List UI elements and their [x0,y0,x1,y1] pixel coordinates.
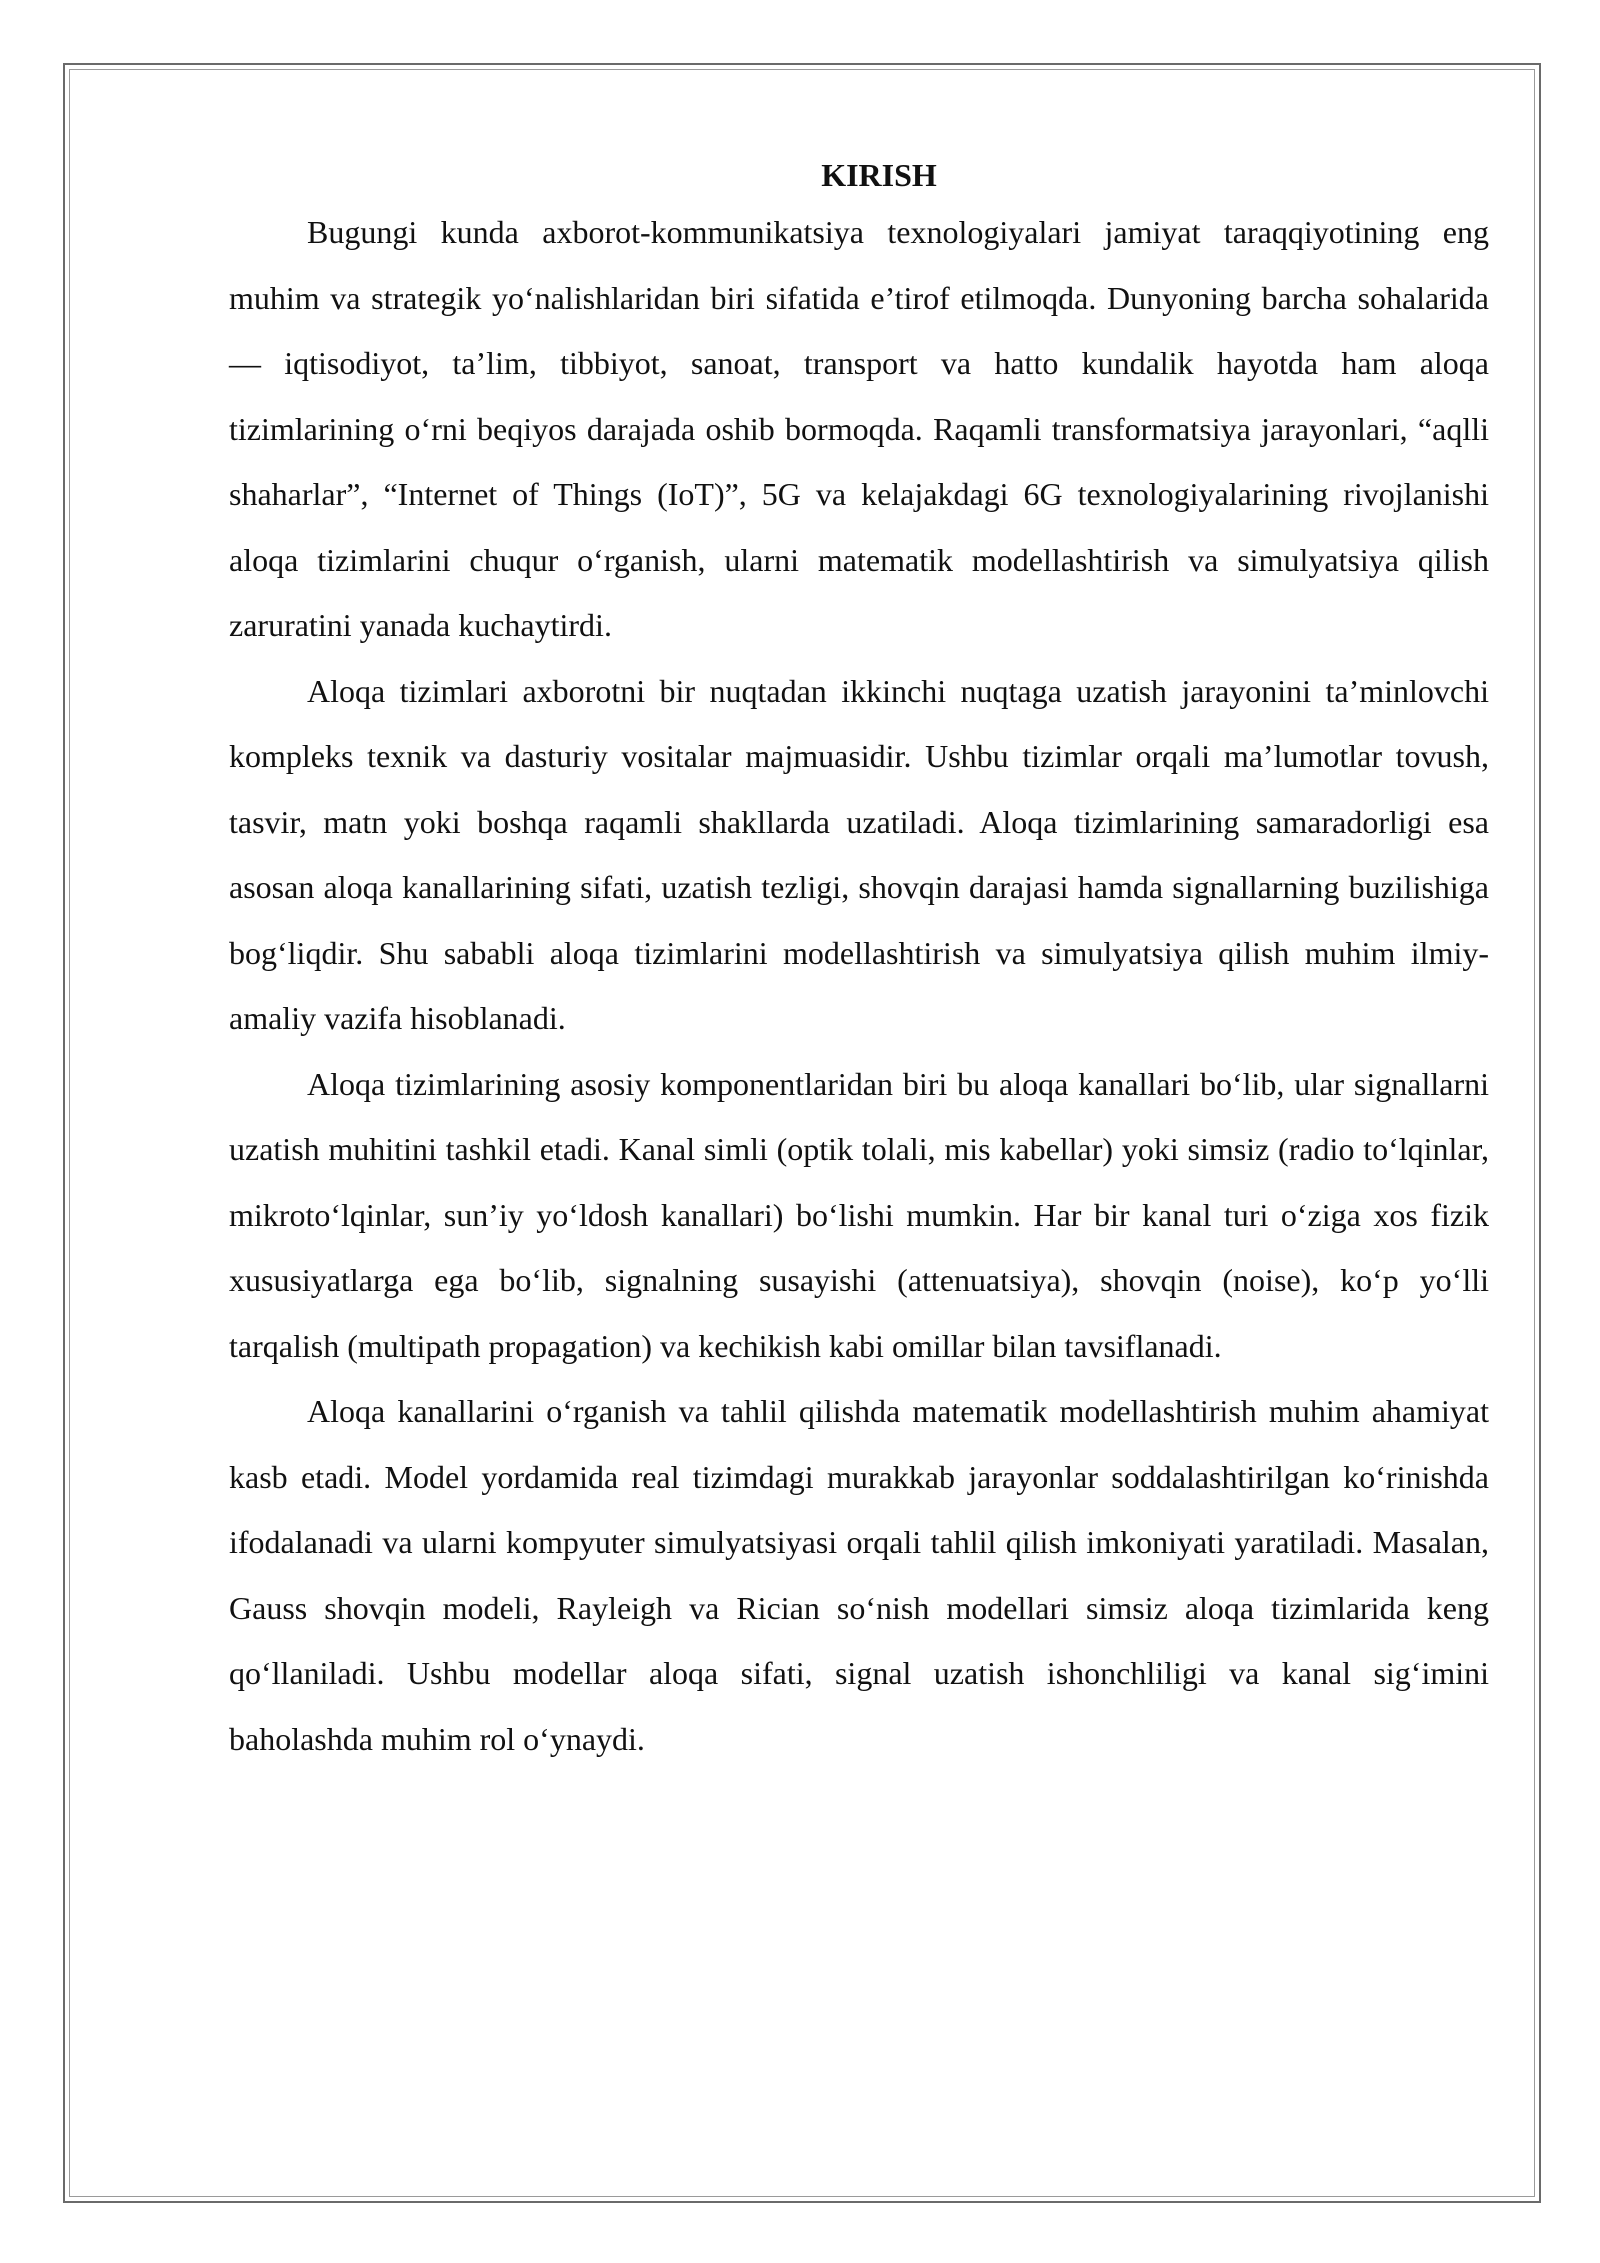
paragraph-4: Aloqa kanallarini o‘rganish va tahlil qilishda matematik modellashtirish muhim ahamiyat kasb etadi. Model yordamida real tizimdagi murakkab jarayonlar soddalashtirilgan ko‘rinishda ifodalanadi va ularni kompyuter simulyatsiyasi orqali tahlil qilish imkoniyati yaratiladi. Masalan, Gauss shovqin modeli, Rayleigh va Rician so‘nish modellari simsiz aloqa tizimlarida keng qo‘llaniladi. Ushbu modellar aloqa sifati, signal uzatish ishonchliligi va kanal sig‘imini baholashda muhim rol o‘ynaydi. [229,1393,1489,1757]
document-body [229,150,1489,1772]
paragraph-2: Aloqa tizimlari axborotni bir nuqtadan ikkinchi nuqtaga uzatish jarayonini ta’minlovchi kompleks texnik va dasturiy vositalar majmuasidir. Ushbu tizimlar orqali ma’lumotlar tovush, tasvir, matn yoki boshqa raqamli shakllarda uzatiladi. Aloqa tizimlarining samaradorligi esa asosan aloqa kanallarining sifati, uzatish tezligi, shovqin darajasi hamda signallarning buzilishiga bog‘liqdir. Shu sababli aloqa tizimlarini modellashtirish va simulyatsiya qilish muhim ilmiy-amaliy vazifa hisoblanadi. [229,672,1489,1036]
paragraph-1: Bugungi kunda axborot-kommunikatsiya texnologiyalari jamiyat taraqqiyotining eng muhim va strategik yo‘nalishlaridan biri sifatida e’tirof etilmoqda. Dunyoning barcha sohalarida — iqtisodiyot, ta’lim, tibbiyot, sanoat, transport va hatto kundalik hayotda ham aloqa tizimlarining o‘rni beqiyos darajada oshib bormoqda. Raqamli transformatsiya jarayonlari, “aqlli shaharlar”, “Internet of Things (IoT)”, 5G va kelajakdagi 6G texnologiyalarining rivojlanishi aloqa tizimlarini chuqur o‘rganish, ularni matematik modellashtirish va simulyatsiya qilish zaruratini yanada kuchaytirdi. [229,214,1489,643]
paragraph-3: Aloqa tizimlarining asosiy komponentlaridan biri bu aloqa kanallari bo‘lib, ular signallarni uzatish muhitini tashkil etadi. Kanal simli (optik tolali, mis kabellar) yoki simsiz (radio to‘lqinlar, mikroto‘lqinlar, sun’iy yo‘ldosh kanallari) bo‘lishi mumkin. Har bir kanal turi o‘ziga xos fizik xususiyatlarga ega bo‘lib, signalning susayishi (attenuatsiya), shovqin (noise), ko‘p yo‘lli tarqalish (multipath propagation) va kechikish kabi omillar bilan tavsiflanadi. [229,1065,1489,1364]
section-title: KIRISH [821,157,937,193]
